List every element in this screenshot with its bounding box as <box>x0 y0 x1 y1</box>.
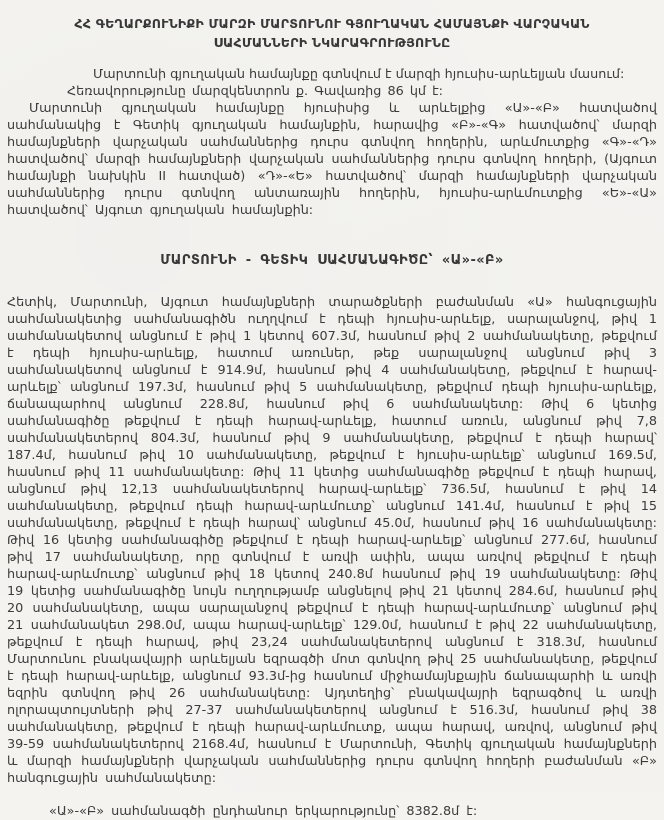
document-title-line-2: ՍԱՀՄԱՆՆԵՐԻ ՆԿԱՐԱԳՐՈՒԹՅՈՒՆԸ <box>213 35 451 50</box>
intro-location-line: Մարտունի գյուղական համայնքը գտնվում է մարզի հյուսիս-արևելյան մասում: <box>93 67 625 82</box>
intro-distance-line: Հեռավորությունը մարզկենտրոն ք. Գավառից 86 կմ է: <box>67 84 443 99</box>
document-title <box>17 14 647 52</box>
border-description-paragraph: Հետիկ, Մարտունի, Այգուտ համայնքների տարածքների բաժանման «Ա» հանգուցային սահմանակետից սահմանագիծն ուղղվում է դեպի հյուսիս-արևելք, սարալանջով, թիվ 1 սահմանակետով անցնում է թիվ 1 կետով 607.3մ, հասնում թիվ 2 սահմանակետը, թեքվում է դեպի հյուսիս-արևելք, հատում առուներ, թեք սարալանջով անցնում թիվ 3 սահմանակետով անցնում է 914.9մ, հասնում թիվ 4 սահմանակետը, թեքվում է հարավ-արևելք՝ անցնում 197.3մ, հասնում թիվ 5 սահմանակետը, թեքվում դեպի հյուսիս-արևելք, ճանապարհով անցնում 228.8մ, հասնում թիվ 6 սահմանակետը: Թիվ 6 կետից սահմանագիծը թեքվում է դեպի հարավ-արևելք, հատում առուն, անցնում թիվ 7,8 սահմանակետերով 804.3մ, հասնում թիվ 9 սահմանակետը, թեքվում է դեպի հարավ՝ 187.4մ, հասնում թիվ 10 սահմանակետը, թեքվում է հյուսիս-արևելք՝ անցնում 169.5մ, հասնում թիվ 11 սահմանակետը: Թիվ 11 կետից սահմանագիծը թեքվում է դեպի հարավ, անցնում թիվ 12,13 սահմանակետերով հարավ-արևելք՝ 736.5մ, հասնում է թիվ 14 սահմանակետը, թեքվում դեպի հարավ-արևմուտք՝ անցնում 141.4մ, հասնում է թիվ 15 սահմանակետը, թեքվում է դեպի հարավ՝ անցնում 45.0մ, հասնում թիվ 16 սահմանակետը: Թիվ 16 կետից սահմանագիծը թեքվում է դեպի հարավ-արևելք՝ անցնում 277.6մ, հասնում թիվ 17 սահմանակետը, որը գտնվում է առվի ափին, ապա առվով թեքվում է դեպի հարավ-արևմուտք՝ անցնում թիվ 18 կետով 240.8մ հասնում թիվ 19 սահմանակետը: Թիվ 19 կետից սահմանագիծը նույն ուղղությամբ անցնելով թիվ 21 կետով 284.6մ, հասնում թիվ 20 սահմանակետը, ապա սարալանջով թեքվում է դեպի հարավ-արևմուտք՝ անցնում թիվ 21 սահմանակետ 298.0մ, ապա հարավ-արևելք՝ 129.0մ, հասնում է թիվ 22 սահմանակետը, թեքվում է դեպի հարավ, թիվ 23,24 սահմանակետերով անցնում է 318.3մ, հասնում Մարտունու բնակավայրի արևելյան եզրագծի մոտ գտնվող թիվ 25 սահմանակետը, թեքվում է դեպի հարավ-արևելք, անցնում 93.3մ-ից հասնում միջհամայնքային ճանապարհի և առվի եզրին գտնվող թիվ 26 սահմանակետը: Այդտեղից՝ բնակավայրի եզրագծով և առվի ոլորապտույտների թիվ 27-37 սահմանակետերով անցնում է 516.3մ, հասնում թիվ 38 սահմանակետը, թեքվում է դեպի հարավ-արևմուտք, ապա հարավ, առվով, անցնում թիվ 39-59 սահմանակետերով 2168.4մ, հասնում է Մարտունի, Գետիկ գյուղական համայնքների և մարզի համայնքների վարչական սահմաններից դուրս գտնվող հողերի բաժանման «Բ» հանգուցային սահմանակետը: <box>7 295 657 786</box>
document-title-line-1: ՀՀ ԳԵՂԱՐՔՈՒՆԻՔԻ ՄԱՐԶԻ ՄԱՐՏՈՒՆՈՒ ԳՅՈՒՂԱԿԱՆ ՀԱՄԱՅՆՔԻ ՎԱՐՉԱԿԱՆ <box>74 16 590 31</box>
intro-borders-paragraph: Մարտունի գյուղական համայնքը հյուսիսից և արևելքից «Ա»-«Բ» հատվածով սահմանակից է Գետիկ գյուղական համայնքին, հարավից «Բ»-«Գ» հատվածով՝ մարզի համայնքների վարչական սահմաններից դուրս գտնվող հողերին, արևմուտքից «Գ»-«Դ» հատվածով՝ մարզի համայնքների վարչական սահմաններից դուրս գտնվող հողերի, (Այգուտ համայնքի նախկին II հատված) «Դ»-«Ե» հատվածով՝ մարզի համայնքների վարչական սահմաններից դուրս գտնվող անտառային հողերին, հյուսիս-արևմուտքից «Ե»-«Ա» հատվածով՝ Այգուտ գյուղական համայնքին: <box>7 101 657 218</box>
section-heading-border-a-b: ՄԱՐՏՈՒՆԻ - ԳԵՏԻԿ ՍԱՀՄԱՆԱԳԻԾԸ՝ «Ա»-«Բ» <box>160 253 504 268</box>
total-length-line: «Ա»-«Բ» սահմանագծի ընդհանուր երկարությունը՝ 8382.8մ է: <box>49 804 478 819</box>
